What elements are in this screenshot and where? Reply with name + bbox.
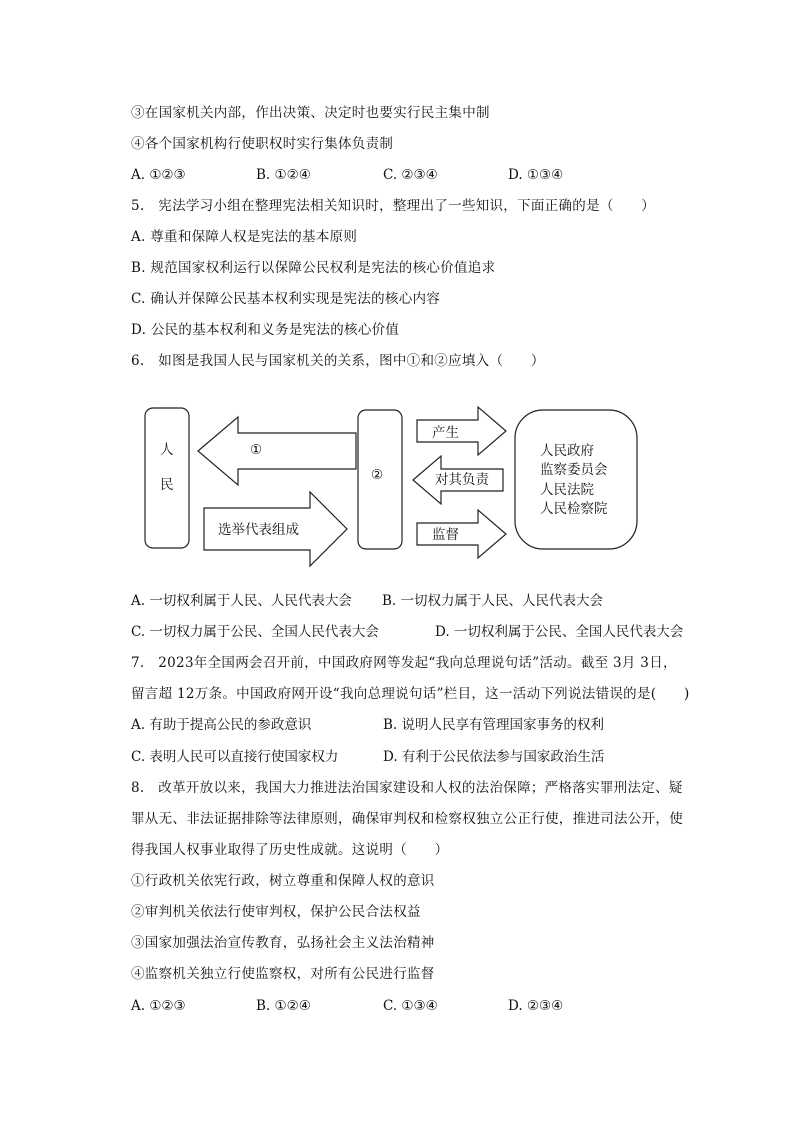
elect-label: 选举代表组成 <box>218 522 299 538</box>
q5-option-a: A. 尊重和保障人权是宪法的基本原则 <box>131 229 358 245</box>
supervise-label: 监督 <box>432 527 459 543</box>
organ-procuratorate: 人民检察院 <box>540 501 608 517</box>
q7-option-c: C. 表明人民可以直接行使国家权力 <box>131 749 339 765</box>
q8-option-c: C. ①③④ <box>383 998 438 1014</box>
q4-statement-4: ④各个国家机构行使职权时实行集体负责制 <box>131 136 394 152</box>
arrow-circle1 <box>198 417 356 485</box>
q5-stem: 5. 宪法学习小组在整理宪法相关知识时，整理出了一些知识，下面正确的是（ ） <box>131 198 656 214</box>
q6-stem: 6. 如图是我国人民与国家机关的关系，图中①和②应填入（ ） <box>131 353 545 369</box>
q8-statement-2: ②审判机关依法行使审判权，保护公民合法权益 <box>131 904 421 920</box>
circle1-label: ① <box>250 442 263 458</box>
q4-option-b: B. ①②④ <box>256 167 311 183</box>
responsible-label: 对其负责 <box>435 472 489 488</box>
q8-statement-1: ①行政机关依宪行政，树立尊重和保障人权的意识 <box>131 873 435 889</box>
people-char-2: 民 <box>160 477 174 493</box>
q7-option-b: B. 说明人民享有管理国家事务的权利 <box>383 717 605 733</box>
organ-supervisory: 监察委员会 <box>540 462 608 478</box>
q8-option-a: A. ①②③ <box>131 998 186 1014</box>
q8-option-d: D. ②③④ <box>508 998 564 1014</box>
circle2-label: ② <box>371 467 384 483</box>
q8-stem-1: 8. 改革开放以来，我国大力推进法治国家建设和人权的法治保障；严格落实罪刑法定、疑 <box>131 780 683 796</box>
q8-stem-3: 得我国人权事业取得了历史性成就。这说明（ ） <box>131 842 449 858</box>
q8-statement-3: ③国家加强法治宣传教育，弘扬社会主义法治精神 <box>131 935 435 951</box>
q6-option-a: A. 一切权利属于人民、人民代表大会 <box>131 593 352 609</box>
q8-stem-2: 罪从无、非法证据排除等法律原则，确保审判权和检察权独立公正行使，推进司法公开，使 <box>131 811 683 827</box>
arrow-supervise <box>417 510 506 558</box>
organs-box <box>515 410 637 549</box>
q7-option-a: A. 有助于提高公民的参政意识 <box>131 717 312 733</box>
q5-option-c: C. 确认并保障公民基本权利实现是宪法的核心内容 <box>131 291 441 307</box>
q7-stem-1: 7. 2023年全国两会召开前，中国政府网等发起“我向总理说句话”活动。截至 3月 3日， <box>131 655 677 671</box>
q7-option-d: D. 有利于公民依法参与国家政治生活 <box>383 749 605 765</box>
q6-option-c: C. 一切权力属于公民、全国人民代表大会 <box>131 624 379 640</box>
q4-statement-3: ③在国家机关内部，作出决策、决定时也要实行民主集中制 <box>131 105 490 121</box>
organ-government: 人民政府 <box>540 443 594 459</box>
q7-stem-2: 留言超 12万条。中国政府网开设“我向总理说句话”栏目，这一活动下列说法错误的是( ) <box>131 686 690 702</box>
people-char-1: 人 <box>160 442 174 458</box>
q8-option-b: B. ①②④ <box>256 998 311 1014</box>
q5-option-d: D. 公民的基本权利和义务是宪法的核心价值 <box>131 322 400 338</box>
q4-option-a: A. ①②③ <box>131 167 186 183</box>
arrow-produce <box>417 407 506 455</box>
q5-option-b: B. 规范国家权利运行以保障公民权利是宪法的核心价值追求 <box>131 260 496 276</box>
produce-label: 产生 <box>432 425 459 441</box>
q4-option-c: C. ②③④ <box>383 167 438 183</box>
q6-option-d: D. 一切权利属于公民、全国人民代表大会 <box>435 624 684 640</box>
q8-statement-4: ④监察机关独立行使监察权，对所有公民进行监督 <box>131 966 435 982</box>
organ-court: 人民法院 <box>540 482 594 498</box>
q6-option-b: B. 一切权力属于人民、人民代表大会 <box>382 593 604 609</box>
q4-option-d: D. ①③④ <box>508 167 564 183</box>
